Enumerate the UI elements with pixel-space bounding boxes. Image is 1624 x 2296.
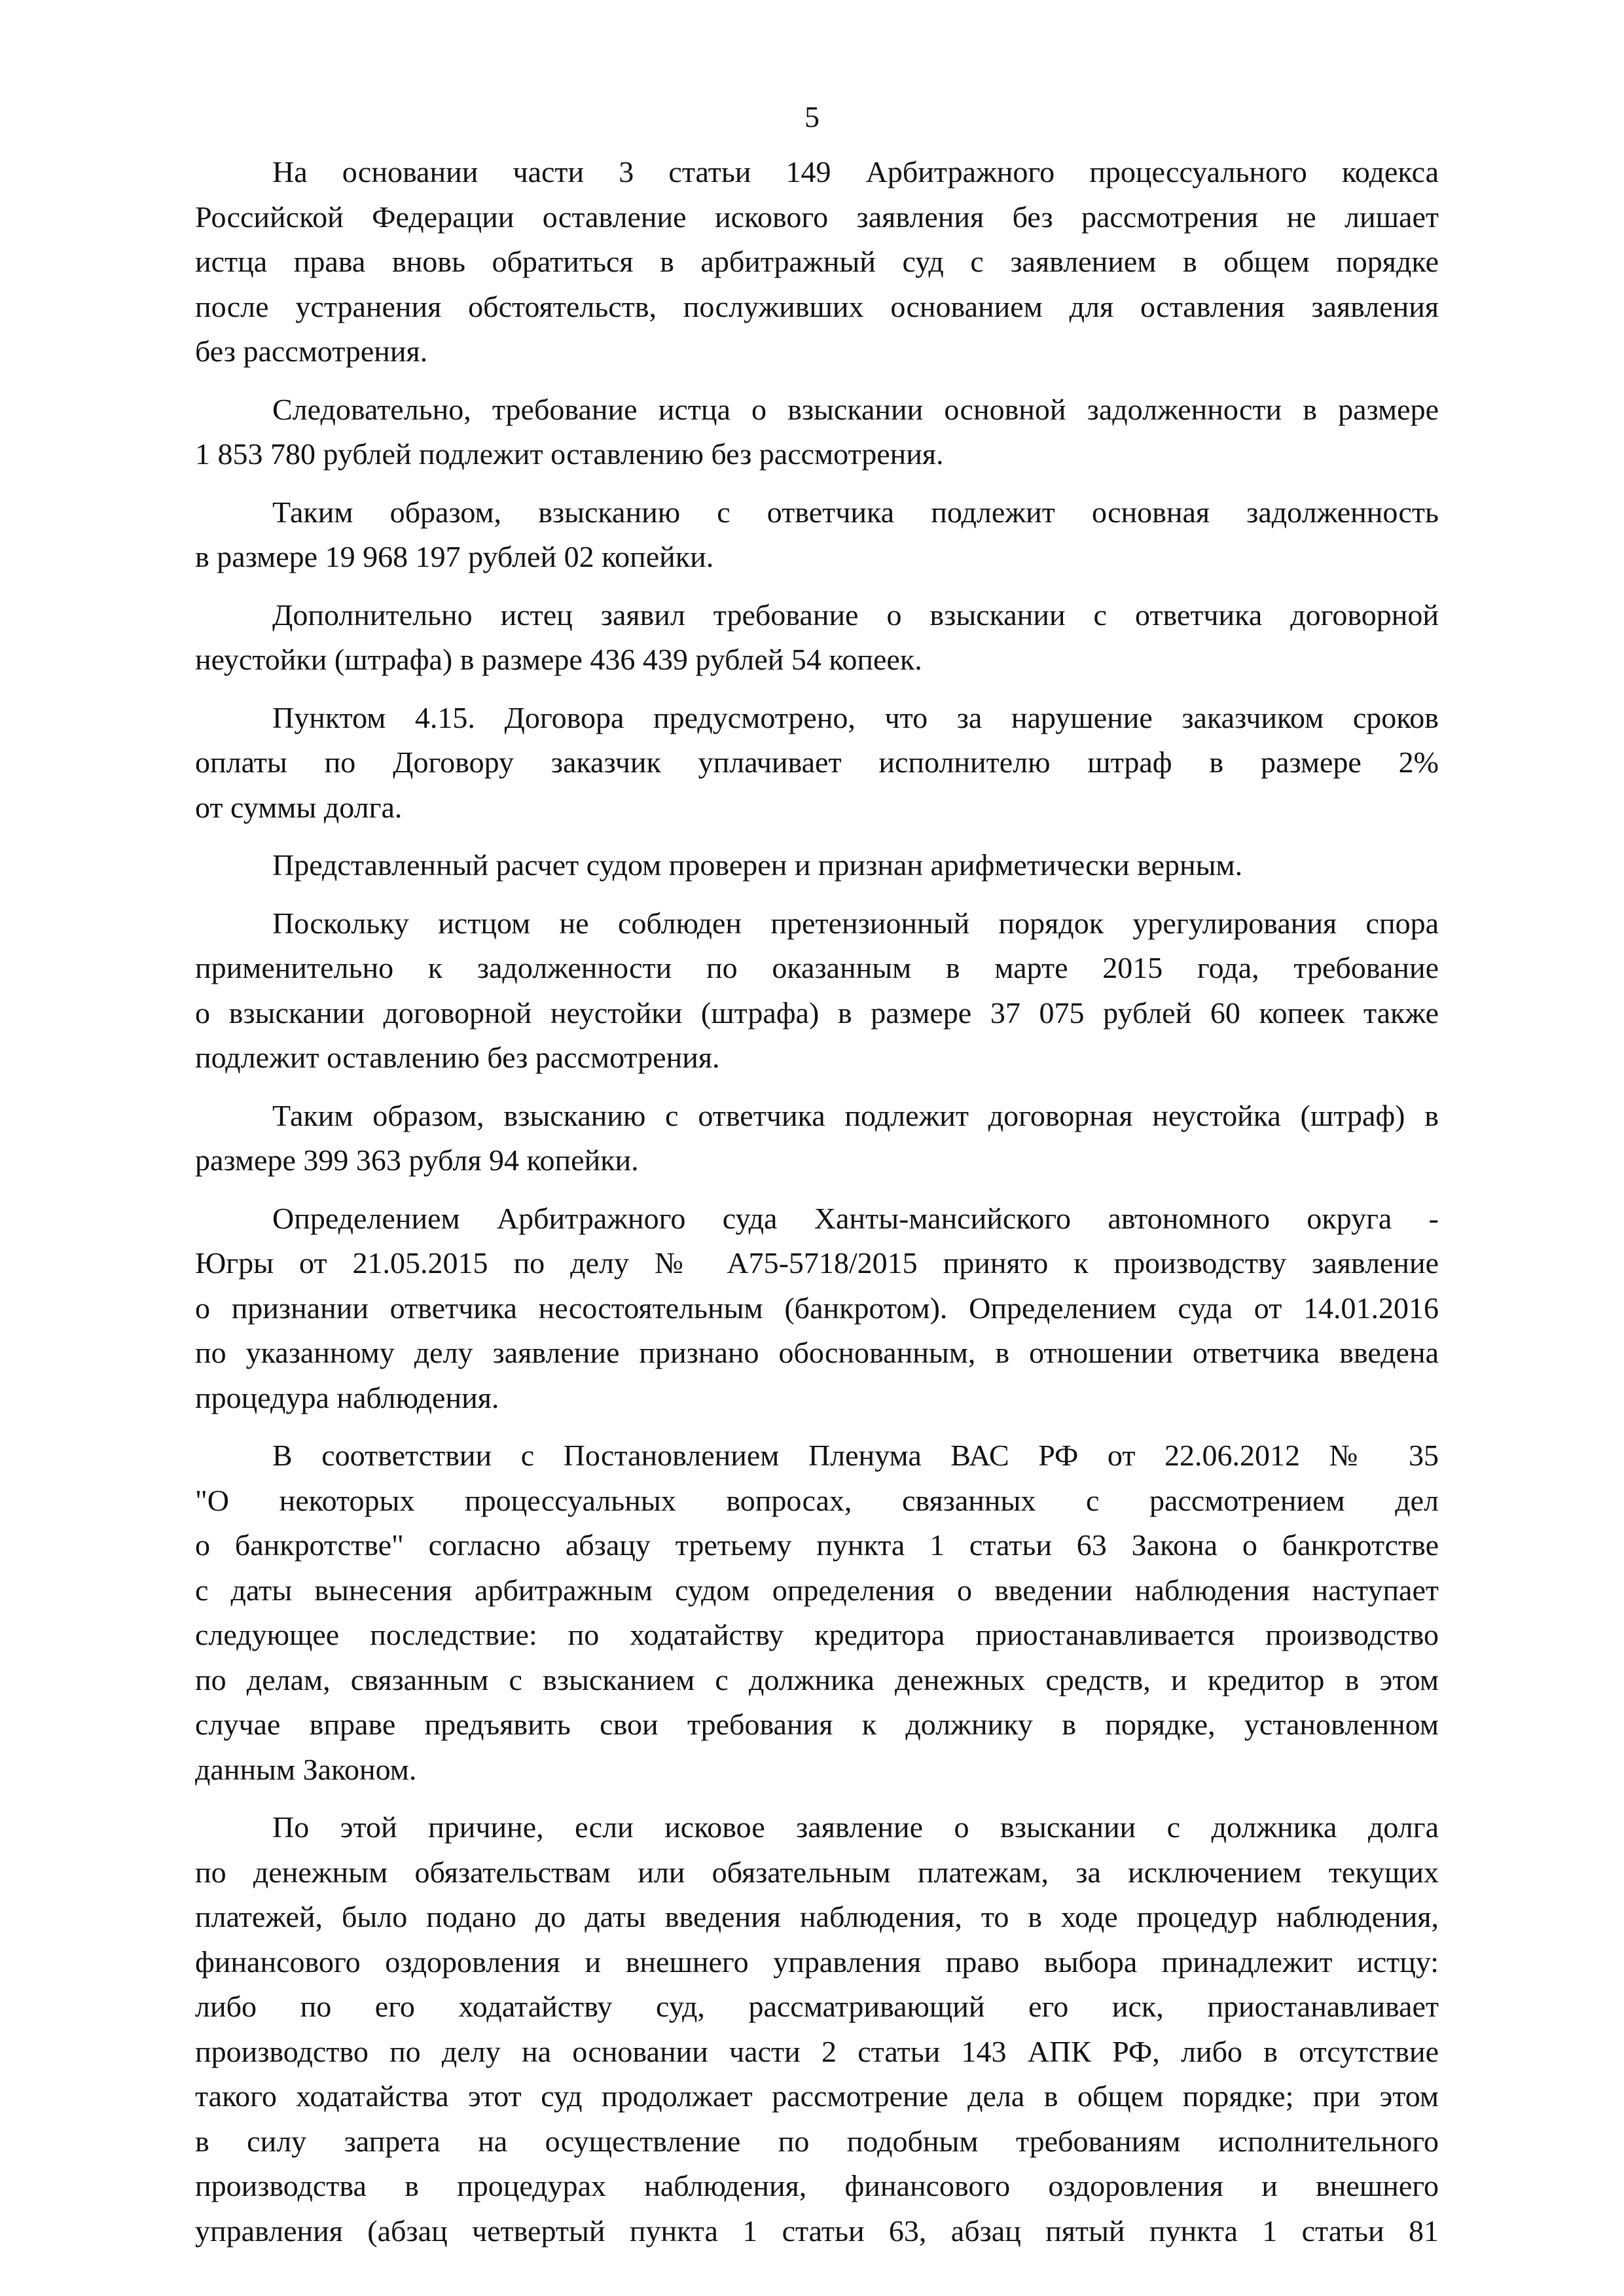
paragraph-line: после устранения обстоятельств, послуживших основанием для оставления заявления <box>195 289 1439 323</box>
paragraph-line: Определением Арбитражного суда Ханты-мансийского автономного округа - <box>272 1201 1439 1235</box>
paragraph <box>195 593 1439 683</box>
paragraph-line: по денежным обязательствам или обязательным платежам, за исключением текущих <box>195 1855 1439 1889</box>
paragraph-line: истца права вновь обратиться в арбитражный суд с заявлением в общем порядке <box>195 245 1439 278</box>
paragraph <box>195 387 1439 477</box>
paragraph-line: управления (абзац четвертый пункта 1 статьи 63, абзац пятый пункта 1 статьи 81 <box>195 2214 1439 2248</box>
paragraph <box>195 901 1439 1081</box>
paragraph-line: от суммы долга. <box>195 790 403 824</box>
paragraph-line: такого ходатайства этот суд продолжает рассмотрение дела в общем порядке; при этом <box>195 2079 1439 2113</box>
paragraph-line: Представленный расчет судом проверен и признан арифметически верным. <box>272 848 1243 882</box>
paragraph-line: На основании части 3 статьи 149 Арбитражного процессуального кодекса <box>272 155 1439 188</box>
paragraph-line: Поскольку истцом не соблюден претензионный порядок урегулирования спора <box>272 906 1439 940</box>
paragraph-line: о банкротстве" согласно абзацу третьему пункта 1 статьи 63 Закона о банкротстве <box>195 1528 1439 1562</box>
paragraph-line: либо по его ходатайству суд, рассматривающий его иск, приостанавливает <box>195 1990 1439 2023</box>
paragraph-line: подлежит оставлению без рассмотрения. <box>195 1041 720 1074</box>
paragraph-line: "О некоторых процессуальных вопросах, связанных с рассмотрением дел <box>195 1483 1439 1517</box>
paragraph-line: оплаты по Договору заказчик уплачивает исполнителю штраф в размере 2% <box>195 745 1439 779</box>
paragraph <box>195 150 1439 374</box>
paragraph-line: финансового оздоровления и внешнего управления право выбора принадлежит истцу: <box>195 1945 1439 1979</box>
paragraph-line: процедура наблюдения. <box>195 1380 499 1414</box>
paragraph-line: по указанному делу заявление признано обоснованным, в отношении ответчика введена <box>195 1336 1439 1369</box>
paragraph-line: платежей, было подано до даты введения наблюдения, то в ходе процедур наблюдения, <box>195 1900 1439 1933</box>
paragraph-line: Таким образом, взысканию с ответчика подлежит основная задолженность <box>272 495 1439 529</box>
paragraph-line: производство по делу на основании части 2 статьи 143 АПК РФ, либо в отсутствие <box>195 2034 1439 2068</box>
paragraph <box>195 843 1439 888</box>
paragraph-line: Следовательно, требование истца о взыскании основной задолженности в размере <box>272 392 1439 426</box>
paragraph-line: неустойки (штрафа) в размере 436 439 рублей 54 копеек. <box>195 643 922 676</box>
paragraph-line: по делам, связанным с взысканием с должника денежных средств, и кредитор в этом <box>195 1662 1439 1696</box>
paragraph-line: о признании ответчика несостоятельным (банкротом). Определением суда от 14.01.2016 <box>195 1291 1439 1325</box>
paragraph <box>195 696 1439 831</box>
paragraph-line: Дополнительно истец заявил требование о взыскании с ответчика договорной <box>272 598 1439 632</box>
paragraph-line: применительно к задолженности по оказанным в марте 2015 года, требование <box>195 951 1439 984</box>
paragraph-line: Югры от 21.05.2015 по делу № А75-5718/2015 принято к производству заявление <box>195 1246 1439 1280</box>
paragraph-line: данным Законом. <box>195 1752 417 1786</box>
paragraph-line: размере 399 363 рубля 94 копейки. <box>195 1143 639 1177</box>
paragraph-line: 1 853 780 рублей подлежит оставлению без рассмотрения. <box>195 437 944 471</box>
document-body <box>195 150 1439 2267</box>
paragraph-line: Пунктом 4.15. Договора предусмотрено, что за нарушение заказчиком сроков <box>272 700 1439 734</box>
paragraph <box>195 1094 1439 1183</box>
paragraph <box>195 1805 1439 2253</box>
paragraph <box>195 1196 1439 1421</box>
paragraph-line: случае вправе предъявить свои требования к должнику в порядке, установленном <box>195 1708 1439 1741</box>
paragraph <box>195 1433 1439 1792</box>
paragraph-line: По этой причине, если исковое заявление о взыскании с должника долга <box>272 1810 1439 1844</box>
page-number: 5 <box>804 100 820 134</box>
paragraph-line: в силу запрета на осуществление по подобным требованиям исполнительного <box>195 2124 1439 2158</box>
paragraph-line: производства в процедурах наблюдения, финансового оздоровления и внешнего <box>195 2169 1439 2202</box>
paragraph-line: с даты вынесения арбитражным судом определения о введении наблюдения наступает <box>195 1573 1439 1607</box>
paragraph <box>195 490 1439 580</box>
paragraph-line: в размере 19 968 197 рублей 02 копейки. <box>195 540 714 573</box>
paragraph-line: без рассмотрения. <box>195 334 428 368</box>
paragraph-line: Таким образом, взысканию с ответчика подлежит договорная неустойка (штраф) в <box>272 1098 1439 1132</box>
paragraph-line: В соответствии с Постановлением Пленума ВАС РФ от 22.06.2012 № 35 <box>272 1439 1439 1472</box>
paragraph-line: Российской Федерации оставление искового заявления без рассмотрения не лишает <box>195 200 1439 234</box>
paragraph-line: следующее последствие: по ходатайству кредитора приостанавливается производство <box>195 1618 1439 1651</box>
paragraph-line: о взыскании договорной неустойки (штрафа) в размере 37 075 рублей 60 копеек также <box>195 996 1439 1030</box>
